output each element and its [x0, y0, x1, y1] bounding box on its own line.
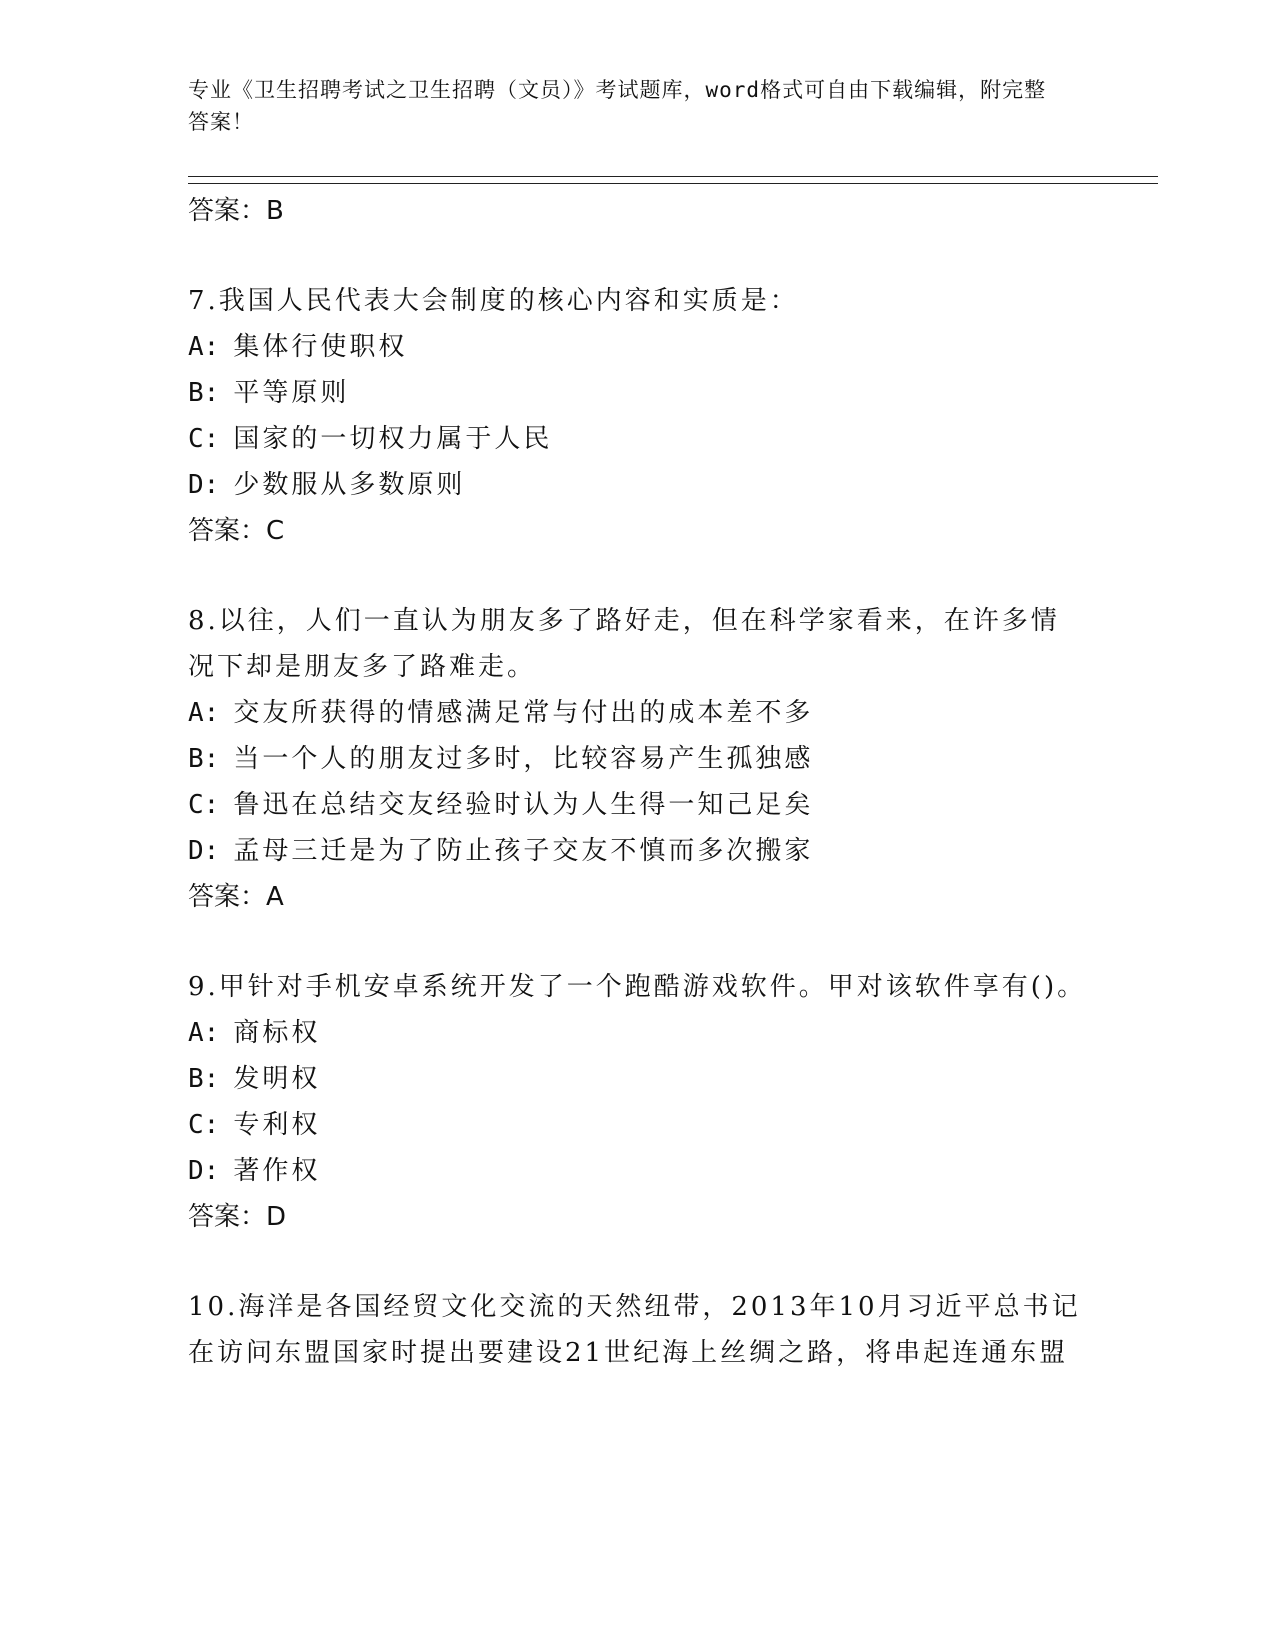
option-text: 平等原则: [233, 378, 350, 408]
answer-label: 答案：A: [188, 882, 284, 912]
option-a: [188, 1010, 1088, 1056]
option-b: [188, 1056, 1088, 1102]
question-stem: 10.海洋是各国经贸文化交流的天然纽带，2013年10月习近平总书记在访问东盟国家时提出要建设21世纪海上丝绸之路，将串起连通东盟: [188, 1292, 1081, 1368]
option-text: 孟母三迁是为了防止孩子交友不慎而多次搬家: [233, 836, 814, 866]
option-letter: C:: [188, 424, 220, 454]
option-d: [188, 828, 1088, 874]
option-text: 集体行使职权: [233, 332, 408, 362]
option-text: 鲁迅在总结交友经验时认为人生得一知己足矣: [233, 790, 814, 820]
option-d: [188, 1148, 1088, 1194]
question-stem: 9.甲针对手机安卓系统开发了一个跑酷游戏软件。甲对该软件享有()。: [188, 972, 1087, 1002]
option-a: [188, 690, 1088, 736]
option-text: 当一个人的朋友过多时，比较容易产生孤独感: [233, 744, 814, 774]
answer-label: 答案：D: [188, 1202, 287, 1232]
answer-label: 答案：B: [188, 196, 284, 226]
question-9: [188, 964, 1088, 1240]
option-b: [188, 736, 1088, 782]
question-list: [188, 188, 1088, 1376]
option-text: 发明权: [233, 1064, 321, 1094]
header-double-rule: [188, 176, 1158, 184]
option-letter: B:: [188, 744, 220, 774]
option-text: 专利权: [233, 1110, 321, 1140]
option-c: [188, 782, 1088, 828]
question-7: [188, 278, 1088, 554]
option-text: 商标权: [233, 1018, 321, 1048]
question-stem: 8.以往，人们一直认为朋友多了路好走，但在科学家看来，在许多情况下却是朋友多了路难走。: [188, 606, 1060, 682]
option-text: 著作权: [233, 1156, 321, 1186]
option-letter: C:: [188, 1110, 220, 1140]
document-header: 专业《卫生招聘考试之卫生招聘（文员）》考试题库，word格式可自由下载编辑，附完整答案！: [188, 78, 1047, 134]
option-letter: A:: [188, 332, 220, 362]
option-a: [188, 324, 1088, 370]
option-letter: B:: [188, 378, 220, 408]
option-text: 交友所获得的情感满足常与付出的成本差不多: [233, 698, 814, 728]
option-letter: C:: [188, 790, 220, 820]
option-letter: B:: [188, 1064, 220, 1094]
question-10: [188, 1284, 1088, 1376]
question-stem: 7.我国人民代表大会制度的核心内容和实质是：: [188, 286, 799, 316]
question-8: [188, 598, 1088, 920]
option-d: [188, 462, 1088, 508]
option-c: [188, 416, 1088, 462]
option-b: [188, 370, 1088, 416]
option-letter: A:: [188, 1018, 220, 1048]
option-text: 国家的一切权力属于人民: [233, 424, 553, 454]
option-text: 少数服从多数原则: [233, 470, 466, 500]
option-c: [188, 1102, 1088, 1148]
answer-label: 答案：C: [188, 516, 285, 546]
option-letter: D:: [188, 836, 220, 866]
option-letter: A:: [188, 698, 220, 728]
option-letter: D:: [188, 1156, 220, 1186]
option-letter: D:: [188, 470, 220, 500]
